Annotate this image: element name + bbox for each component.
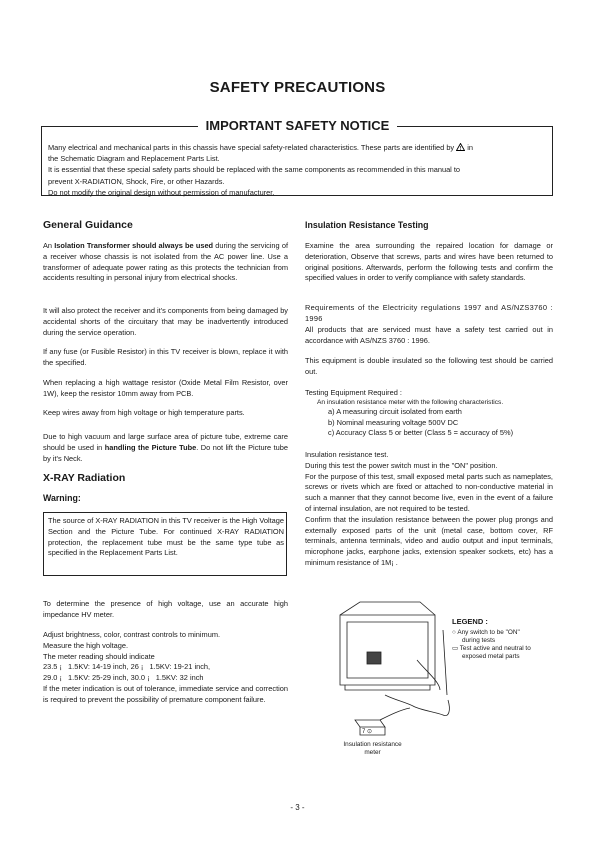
- figure-caption: Insulation resistance meter: [343, 741, 402, 756]
- regulations-paragraph: Requirements of the Electricity regulations 1997 and AS/NZS3760 : 1996: [305, 303, 553, 323]
- xray-heading: X-RAY Radiation: [43, 472, 126, 484]
- xray-warning-text: The source of X-RAY RADIATION in this TV receiver is the High Voltage Section and the Picture Tube. For continued X-RAY RADIATION protection, the replacement tube must be the same type tube as specified in the Replacement Parts List.: [48, 516, 284, 558]
- general-paragraph-2: It will also protect the receiver and it's components from being damaged by accidental shorts of the circuitary that may be inadvertently introduced during the service operation.: [43, 306, 288, 337]
- insulation-paragraph-1: Examine the area surrounding the repaired location for damage or deterioration, Observe that screws, parts and wires have been returned to original positions. Afterwards, perform the following tests and confirm the specified values in order to verify compliance with safety standards.: [305, 241, 553, 283]
- page-number: - 3 -: [290, 803, 305, 812]
- general-paragraph-3: If any fuse (or Fusible Resistor) in this TV receiver is blown, replace it with the specified.: [43, 347, 288, 367]
- page-title: SAFETY PRECAUTIONS: [209, 79, 386, 96]
- legend: [452, 617, 552, 661]
- legend-title: LEGEND :: [452, 617, 488, 626]
- xray-paragraph-1: To determine the presence of high voltage, use an accurate high impedance HV meter.: [43, 599, 288, 619]
- svg-text:7 ⊙: 7 ⊙: [362, 729, 373, 735]
- svg-text:!: !: [459, 146, 462, 151]
- notice-heading: IMPORTANT SAFETY NOTICE: [0, 117, 595, 135]
- insulation-paragraph-3: All products that are serviced must have a safety test carried out in accordance with AS/NZS 3760 : 1996.: [305, 325, 553, 345]
- general-paragraph-1: An Isolation Transformer should always be used during the servicing of a receiver whose chassis is not isolated from the AC power line. Use a transformer of adequate power rating as this protects the technician from accidents resulting in personal injury from electrical shocks.: [43, 241, 289, 283]
- notice-text: Many electrical and mechanical parts in this chassis have special safety-related characteristics. These parts are identified by ! in the Schematic Diagram and Replacement Parts List. It is essential that these special safety parts should be replaced with the same components as recommended in this manual to prevent X-RADIATION, Shock, Fire, or other Hazards. Do not modify the original design without permission of manufacturer.: [48, 143, 474, 197]
- testing-equipment: Testing Equipment Required : An insulation resistance meter with the following characteristics. a) A measuring circuit isolated from earth b) Nominal measuring voltage 500V DC c) Accuracy Class 5 or better (Class 5 = accuracy of 5%): [305, 388, 514, 438]
- warning-triangle-icon: [456, 143, 465, 151]
- switch-icon: ○: [452, 629, 456, 636]
- insulation-test-diagram: [325, 600, 455, 745]
- probe-icon: ▭: [452, 645, 459, 652]
- warning-label: Warning:: [43, 493, 81, 503]
- insulation-heading: Insulation Resistance Testing: [305, 220, 429, 230]
- general-paragraph-5: Keep wires away from high voltage or high temperature parts.: [43, 408, 245, 417]
- xray-paragraph-2: Adjust brightness, color, contrast controls to minimum. Measure the high voltage. The meter reading should indicate 23.5 ¡ 1.5KV: 14-19 inch, 26 ¡ 1.5KV: 19-21 inch, 29.0 ¡ 1.5KV: 25-29 inch, 30.0 ¡ 1.5KV: 32 inch If the meter indication is out of tolerance, immediate service and correction is required to prevent the possibility of premature component failure.: [43, 630, 288, 704]
- general-guidance-heading: General Guidance: [43, 219, 133, 231]
- legend-item-2: ▭ Test active and neutral to exposed metal parts: [452, 645, 531, 660]
- insulation-paragraph-4: This equipment is double insulated so the following test should be carried out.: [305, 356, 553, 376]
- general-paragraph-6: Due to high vacuum and large surface area of picture tube, extreme care should be used in handling the Picture Tube. Do not lift the Picture tube by it's Neck.: [43, 432, 288, 463]
- insulation-test: Insulation resistance test. During this test the power switch must in the "ON" position. For the purpose of this test, small exposed metal parts such as nameplates, screws or rivets which are fixed or attached to non-conductive material in such a manner that they cannot become live, even in the event of a failure of internal insulation, are not required to be tested. Confirm that the insulation resistance between the power plug prongs and externally exposed parts of the unit (metal case, bottom cover, RF terminals, antenna terminals, video and audio output and input terminals, microphone jacks, earphone jacks, extension speaker sockets, etc) has a minimum resistance of 1M¡ .: [305, 450, 553, 567]
- general-paragraph-4: When replacing a high wattage resistor (Oxide Metal Film Resistor, over 1W), keep the resistor 10mm away from PCB.: [43, 378, 288, 398]
- legend-item-1: ○ Any switch to be "ON" during tests: [452, 629, 520, 644]
